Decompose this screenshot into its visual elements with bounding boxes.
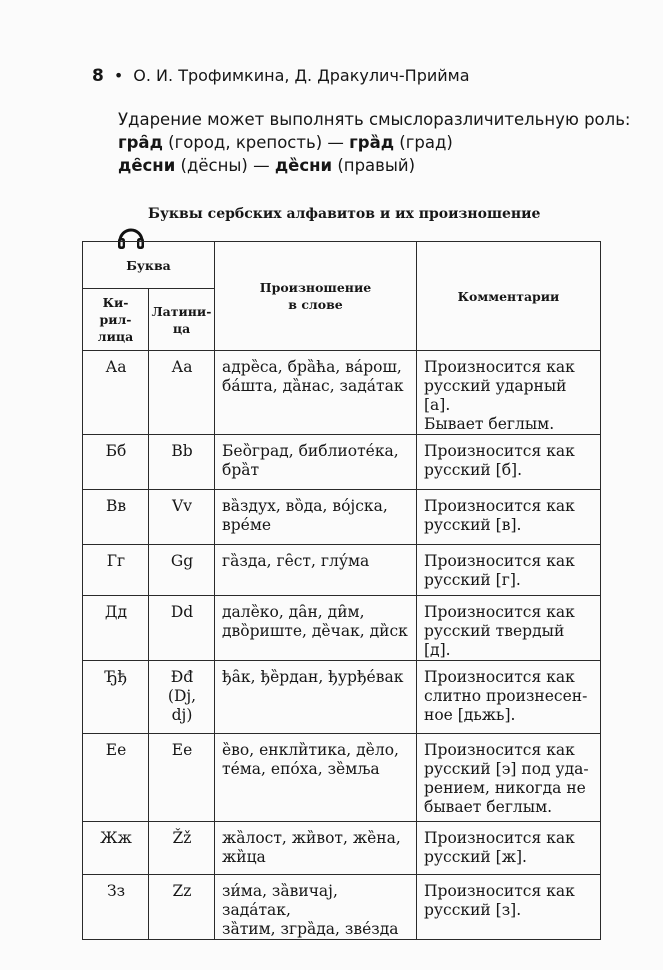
example-word: де̑сни [118, 156, 176, 175]
cell-cyrillic: Дд [83, 596, 149, 661]
cell-cyrillic: Зз [83, 875, 149, 940]
cell-latin: Dd [149, 596, 215, 661]
table-title: Буквы сербских алфавитов и их произношение [148, 206, 541, 222]
cell-words: ђа̑к, ђе̏рдан, ђурђе́вак [215, 661, 417, 734]
gloss: (град) [394, 133, 453, 152]
cell-comment: Произносится как русский [г]. [417, 545, 601, 596]
cell-cyrillic: Жж [83, 822, 149, 875]
cell-cyrillic: Аа [83, 351, 149, 435]
table-row [83, 596, 601, 661]
intro-line-2 [118, 131, 638, 154]
page-number: 8 [92, 66, 104, 86]
alphabet-table [82, 241, 601, 940]
cell-comment: Произносится как русский ударный [а]. Бывает беглым. [417, 351, 601, 435]
cell-comment: Произносится как русский [ж]. [417, 822, 601, 875]
cell-words: зи́ма, за̏вичај, зада́так, за̏тим, згра̏да, зве́зда [215, 875, 417, 940]
cell-comment: Произносится как слитно произнесен- ное [дьжь]. [417, 661, 601, 734]
cell-latin: Аа [149, 351, 215, 435]
authors: О. И. Трофимкина, Д. Дракулич-Прийма [133, 66, 470, 85]
example-word: гра̏д [349, 133, 395, 152]
table-row [83, 875, 601, 940]
cell-latin: Ee [149, 734, 215, 822]
table-row [83, 435, 601, 490]
cell-cyrillic: Вв [83, 490, 149, 545]
cell-comment: Произносится как русский твердый [д]. [417, 596, 601, 661]
header-pronunciation [215, 242, 417, 351]
cell-comment: Произносится как русский [з]. [417, 875, 601, 940]
cell-words: ва̏здух, во̏да, во́јска, вре́ме [215, 490, 417, 545]
example-word: гра̑д [118, 133, 163, 152]
table-row [83, 661, 601, 734]
cell-words: га̏зда, ге̑ст, глу́ма [215, 545, 417, 596]
cell-words: адре̏са, бра̏ћа, ва́рош, ба́шта, да̏нас, зада́так [215, 351, 417, 435]
header-letter: Буква [83, 242, 215, 289]
header-comments: Комментарии [417, 242, 601, 351]
cell-words: жа̏лост, жи̏вот, же̏на, жи̏ца [215, 822, 417, 875]
header-bullet: • [113, 66, 124, 85]
header-latin-text: Латини- ца [151, 303, 212, 336]
intro-line-3 [118, 154, 638, 177]
intro-line-1: Ударение может выполнять смыслоразличительную роль: [118, 110, 631, 129]
cell-comment: Произносится как русский [в]. [417, 490, 601, 545]
cell-cyrillic: Гг [83, 545, 149, 596]
table-row [83, 734, 601, 822]
table-row [83, 545, 601, 596]
table-row [83, 822, 601, 875]
cell-latin: Bb [149, 435, 215, 490]
cell-comment: Произносится как русский [э] под уда- рением, никогда не бывает беглым. [417, 734, 601, 822]
cell-latin: Đđ (Dj, dj) [149, 661, 215, 734]
cell-words: е̏во, енкли̏тика, де̏ло, те́ма, епо́ха, зе̏мља [215, 734, 417, 822]
cell-words: дале̏ко, да̑н, ди̑м, дво̏риште, де̏чак, ди̏ск [215, 596, 417, 661]
table-row [83, 490, 601, 545]
page-header [92, 66, 470, 86]
example-word: де̏сни [274, 156, 333, 175]
intro-text [118, 108, 638, 177]
header-cyrillic [83, 289, 149, 351]
gloss: (город, крепость) — [162, 133, 350, 152]
cell-latin: Žž [149, 822, 215, 875]
header-latin [149, 289, 215, 351]
table-row [83, 351, 601, 435]
cell-words: Бео̏град, библиоте́ка, бра̏т [215, 435, 417, 490]
header-pronunciation-text: Произношение в слове [259, 280, 372, 312]
cell-cyrillic: Ђђ [83, 661, 149, 734]
cell-latin: Vv [149, 490, 215, 545]
cell-latin: Gg [149, 545, 215, 596]
cell-cyrillic: Ее [83, 734, 149, 822]
gloss: (дёсны) — [175, 156, 275, 175]
cell-cyrillic: Бб [83, 435, 149, 490]
cell-latin: Zz [149, 875, 215, 940]
gloss: (правый) [332, 156, 416, 175]
cell-comment: Произносится как русский [б]. [417, 435, 601, 490]
header-cyrillic-text: Ки- рил- лица [97, 295, 134, 344]
